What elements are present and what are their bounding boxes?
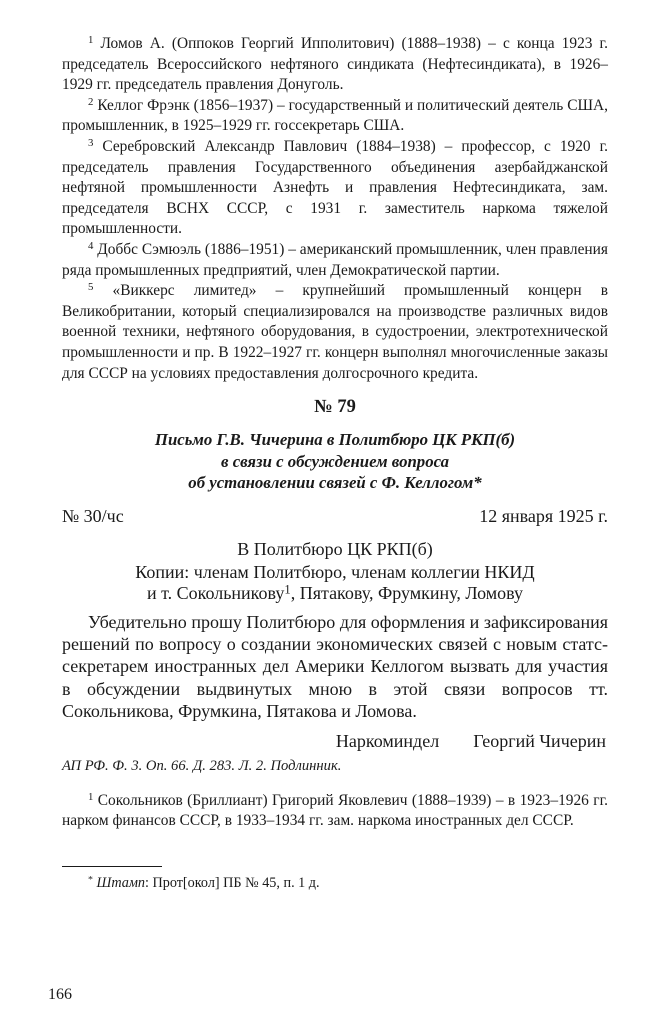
recipients-line-1: Копии: членам Политбюро, членам коллегии НКИД bbox=[135, 561, 535, 582]
stamp-note: * Штамп: Прот[окол] ПБ № 45, п. 1 д. bbox=[88, 874, 320, 891]
signature-name: Георгий Чичерин bbox=[473, 730, 606, 751]
document-title bbox=[62, 429, 608, 494]
page-number: 166 bbox=[48, 986, 72, 1003]
copy-recipients bbox=[62, 562, 608, 604]
title-line-2: в связи с обсуждением вопроса bbox=[221, 451, 449, 471]
document-meta bbox=[62, 506, 608, 527]
footnote-4: $^4$ Доббс Сэмюэль (1886–1951) – американский промышленник, член правления ряда промышленных предприятий, член Демократической партии. bbox=[62, 240, 608, 279]
footnote-divider bbox=[62, 866, 162, 867]
footnote-5: $^5$ «Виккерс лимитед» – крупнейший промышленный концерн в Великобритании, который специализировался на производстве различных видов военной техники, нефтяного оборудования, в судостроении, электротехнической промышленности и пр. В 1922–1927 гг. концерн выполнял многочисленные заказы для СССР на условиях предоставления долгосрочного кредита. bbox=[62, 281, 608, 382]
addressee: В Политбюро ЦК РКП(б) bbox=[237, 538, 433, 559]
title-line-1: Письмо Г.В. Чичерина в Политбюро ЦК РКП(б) bbox=[154, 430, 516, 450]
footnote-2: $^2$ Келлог Фрэнк (1856–1937) – государственный и политический деятель США, промышленник, в 1925–1929 гг. госсекретарь США. bbox=[62, 95, 608, 135]
signature bbox=[62, 731, 608, 752]
document-date: 12 января 1925 г. bbox=[479, 505, 608, 526]
recipients-line-2: и т. Сокольникову$^1$, Пятакову, Фрумкину, Ломову bbox=[146, 581, 524, 603]
letter-body: Убедительно прошу Политбюро для оформления и зафиксирования решений по вопросу о создании экономических связей с новым статс-секретарем иностранных дел Америки Келлогом вызвать для участия в обсуждении выдвинутых мною в этой связи вопросов тт. Сокольникова, Фрумкина, Пятакова и Ломова. bbox=[62, 611, 608, 722]
title-line-3: об установлении связей с Ф. Келлогом* bbox=[188, 473, 482, 493]
footnote-3: $^3$ Серебровский Александр Павлович (1884–1938) – профессор, с 1920 г. председатель правления Государственного объединения азербайджанской нефтяной промышленности Азнефть и правления Нефтесиндиката, зам. председателя ВСНХ СССР, с 1931 г. заместитель наркома тяжелой промышленности. bbox=[62, 137, 608, 238]
document-number: № 79 bbox=[314, 397, 356, 418]
footnotes-top bbox=[62, 34, 608, 384]
archive-reference: АП РФ. Ф. 3. Оп. 66. Д. 283. Л. 2. Подлинник. bbox=[62, 757, 342, 774]
footnote-bottom: $^1$ Сокольников (Бриллиант) Григорий Яковлевич (1888–1939) – в 1923–1926 гг. нарком финансов СССР, в 1933–1934 гг. зам. наркома иностранных дел СССР. bbox=[62, 790, 608, 830]
reference-number: № 30/чс bbox=[62, 505, 124, 526]
signature-title: Наркоминдел bbox=[335, 730, 440, 751]
footnote-1: $^1$ Ломов А. (Оппоков Георгий Ипполитович) (1888–1938) – с конца 1923 г. председатель Всероссийского нефтяного синдиката (Нефтесиндиката), в 1926–1929 гг. председатель правления Донуголь. bbox=[62, 34, 608, 94]
